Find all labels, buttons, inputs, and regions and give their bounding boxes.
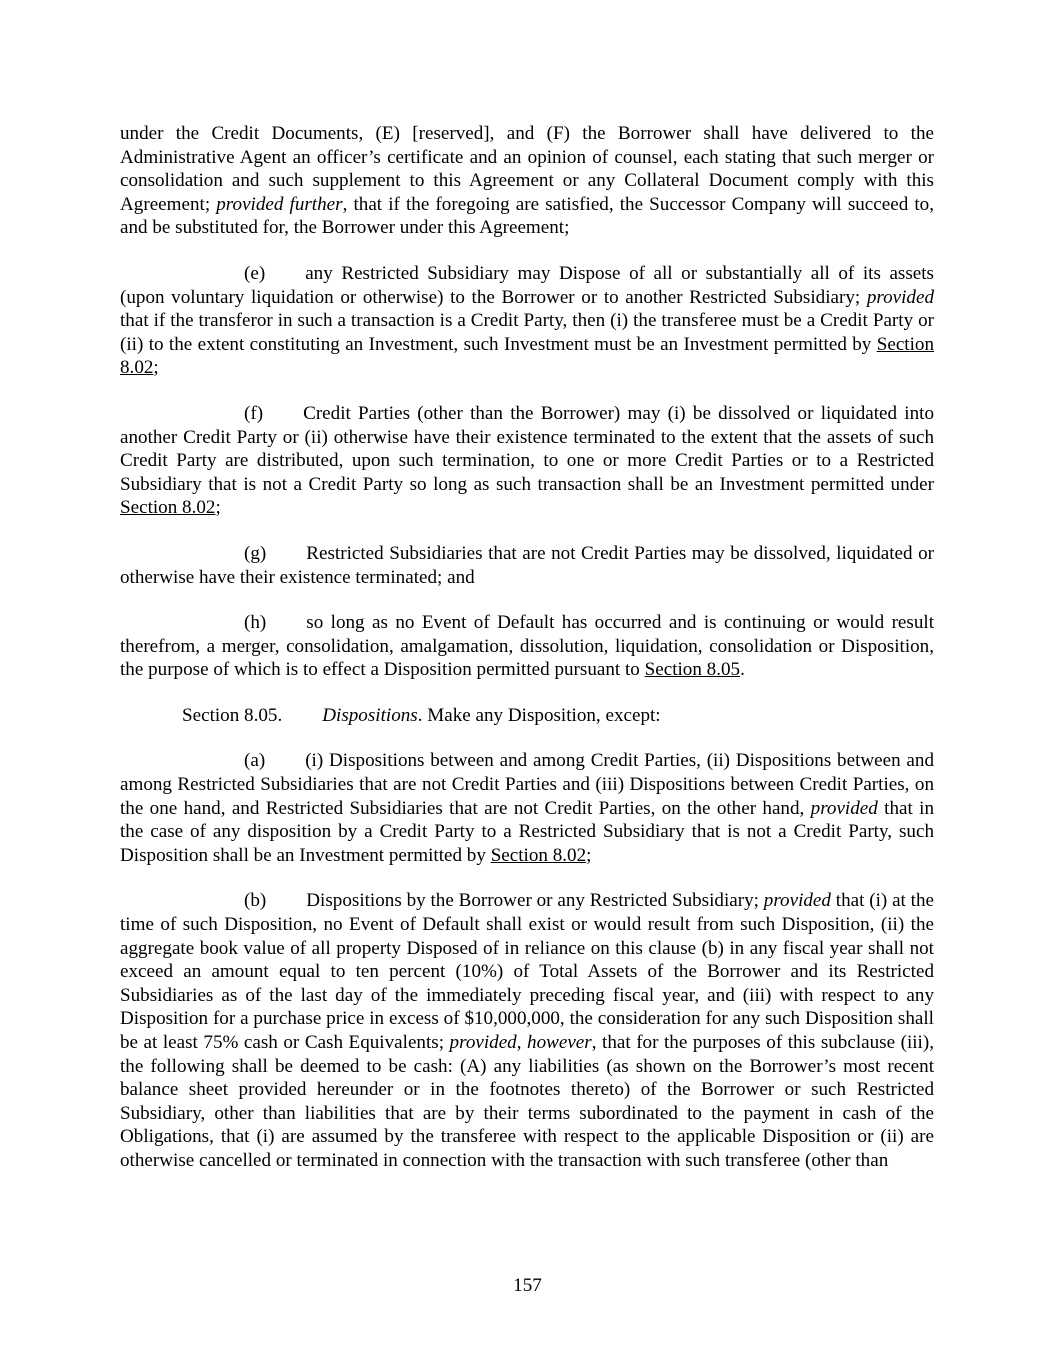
text-run: ,	[516, 1032, 528, 1053]
text-run: . Make any Disposition, except:	[417, 704, 661, 726]
paragraph-clause-e	[120, 262, 934, 380]
text-run: Restricted Subsidiaries that are not Credit Parties may be dissolved, liquidated or otherwise have their existence terminated; and	[120, 542, 934, 588]
clause-label-a: (a)	[244, 750, 266, 772]
clause-label-g: (g)	[244, 542, 267, 564]
text-run: that in the case of any disposition by a Credit Party to a Restricted Subsidiary that is not a Credit Party, such Disposition shall be an Investment permitted by	[120, 797, 934, 866]
paragraph-clause-b	[120, 889, 934, 1172]
page-number: 157	[513, 1275, 542, 1296]
cross-reference-section-8-02[interactable]: Section 8.02	[120, 497, 216, 519]
cross-reference-section-8-02[interactable]: Section 8.02	[490, 844, 587, 866]
text-run: that if the transferor in such a transaction is a Credit Party, then (i) the transferee must be a Credit Party or (ii) to the extent constituting an Investment, such Investment must be an Investment permitted by	[120, 310, 934, 355]
text-run-italic: provided	[866, 286, 934, 308]
text-run: under the Credit Documents, (E) [reserved], and (F) the Borrower shall have delivered to the Administrative Agent an officer’s certificate and an opinion of counsel, each stating that such merger or consolidation and such supplement to this Agreement or any Collateral Document comply with this Agreement;	[120, 123, 934, 215]
text-run: any Restricted Subsidiary may Dispose of all or substantially all of its assets (upon voluntary liquidation or otherwise) to the Borrower or to another Restricted Subsidiary;	[120, 262, 934, 308]
section-heading-8-05	[120, 704, 934, 728]
section-title: Dispositions	[322, 704, 418, 726]
paragraph-clause-f	[120, 402, 934, 520]
text-run: (i) Dispositions between and among Credit Parties, (ii) Dispositions between and among Restricted Subsidiaries that are not Credit Parties and (iii) Dispositions between Credit Parties, on the one hand, and Restricted Subsidiaries that are not Credit Parties, on the other hand,	[120, 750, 934, 819]
clause-label-b: (b)	[244, 890, 267, 912]
text-run: , that for the purposes of this subclause (iii), the following shall be deemed to be cash: (A) any liabilities (as shown on the Borrower’s most recent balance sheet provided hereunder or in the footnotes thereto) of the Borrower or such Restricted Subsidiary, other than liabilities that are by their terms subordinated to the payment in cash of the Obligations, that (i) are assumed by the transferee with respect to the applicable Disposition or (ii) are otherwise cancelled or terminated in connection with the transaction with such transferee (other than	[120, 1032, 934, 1171]
document-body	[120, 122, 934, 1173]
text-run: .	[740, 659, 745, 681]
text-run: ;	[215, 497, 221, 519]
text-run-italic: provided	[449, 1032, 517, 1053]
text-run-italic: provided	[810, 797, 878, 819]
text-run: Dispositions by the Borrower or any Restricted Subsidiary;	[306, 890, 764, 912]
paragraph-clause-a	[120, 749, 934, 867]
text-run-italic: however	[527, 1032, 592, 1053]
text-run: , that if the foregoing are satisfied, the Successor Company will succeed to, and be substituted for, the Borrower under this Agreement;	[120, 193, 934, 239]
section-number: Section 8.05.	[182, 704, 283, 726]
clause-label-h: (h)	[244, 612, 267, 634]
cross-reference-section-8-05[interactable]: Section 8.05	[644, 659, 741, 681]
paragraph-continuation	[120, 122, 934, 240]
text-run: so long as no Event of Default has occurred and is continuing or would result therefrom, a merger, consolidation, amalgamation, dissolution, liquidation, consolidation or Disposition, the purpose of which is to effect a Disposition permitted pursuant to	[120, 612, 934, 681]
text-run: that (i) at the time of such Disposition, no Event of Default shall exist or would result from such Disposition, (ii) the aggregate book value of all property Disposed of in reliance on this clause (b) in any fiscal year shall not exceed an amount equal to ten percent (10%) of Total Assets of the Borrower and its Restricted Subsidiaries as of the last day of the immediately preceding fiscal year, and (iii) with respect to any Disposition for a purchase price in excess of $10,000,000, the consideration for any such Disposition shall be at least 75% cash or Cash Equivalents;	[120, 890, 934, 1053]
paragraph-clause-g	[120, 542, 934, 589]
cross-reference-section-8-02[interactable]: Section 8.02	[120, 333, 934, 379]
text-run-italic: provided	[763, 890, 831, 912]
text-run: ;	[586, 844, 592, 866]
clause-label-e: (e)	[244, 262, 266, 284]
text-run: Credit Parties (other than the Borrower) may (i) be dissolved or liquidated into another Credit Party or (ii) otherwise have their existence terminated to the extent that the assets of such Credit Party are distributed, upon such termination, to one or more Credit Parties or to a Restricted Subsidiary that is not a Credit Party so long as such transaction shall be an Investment permitted under	[120, 402, 934, 495]
text-run-italic: provided further	[216, 193, 343, 215]
paragraph-clause-h	[120, 611, 934, 682]
clause-label-f: (f)	[244, 402, 264, 424]
text-run: ;	[153, 357, 159, 379]
